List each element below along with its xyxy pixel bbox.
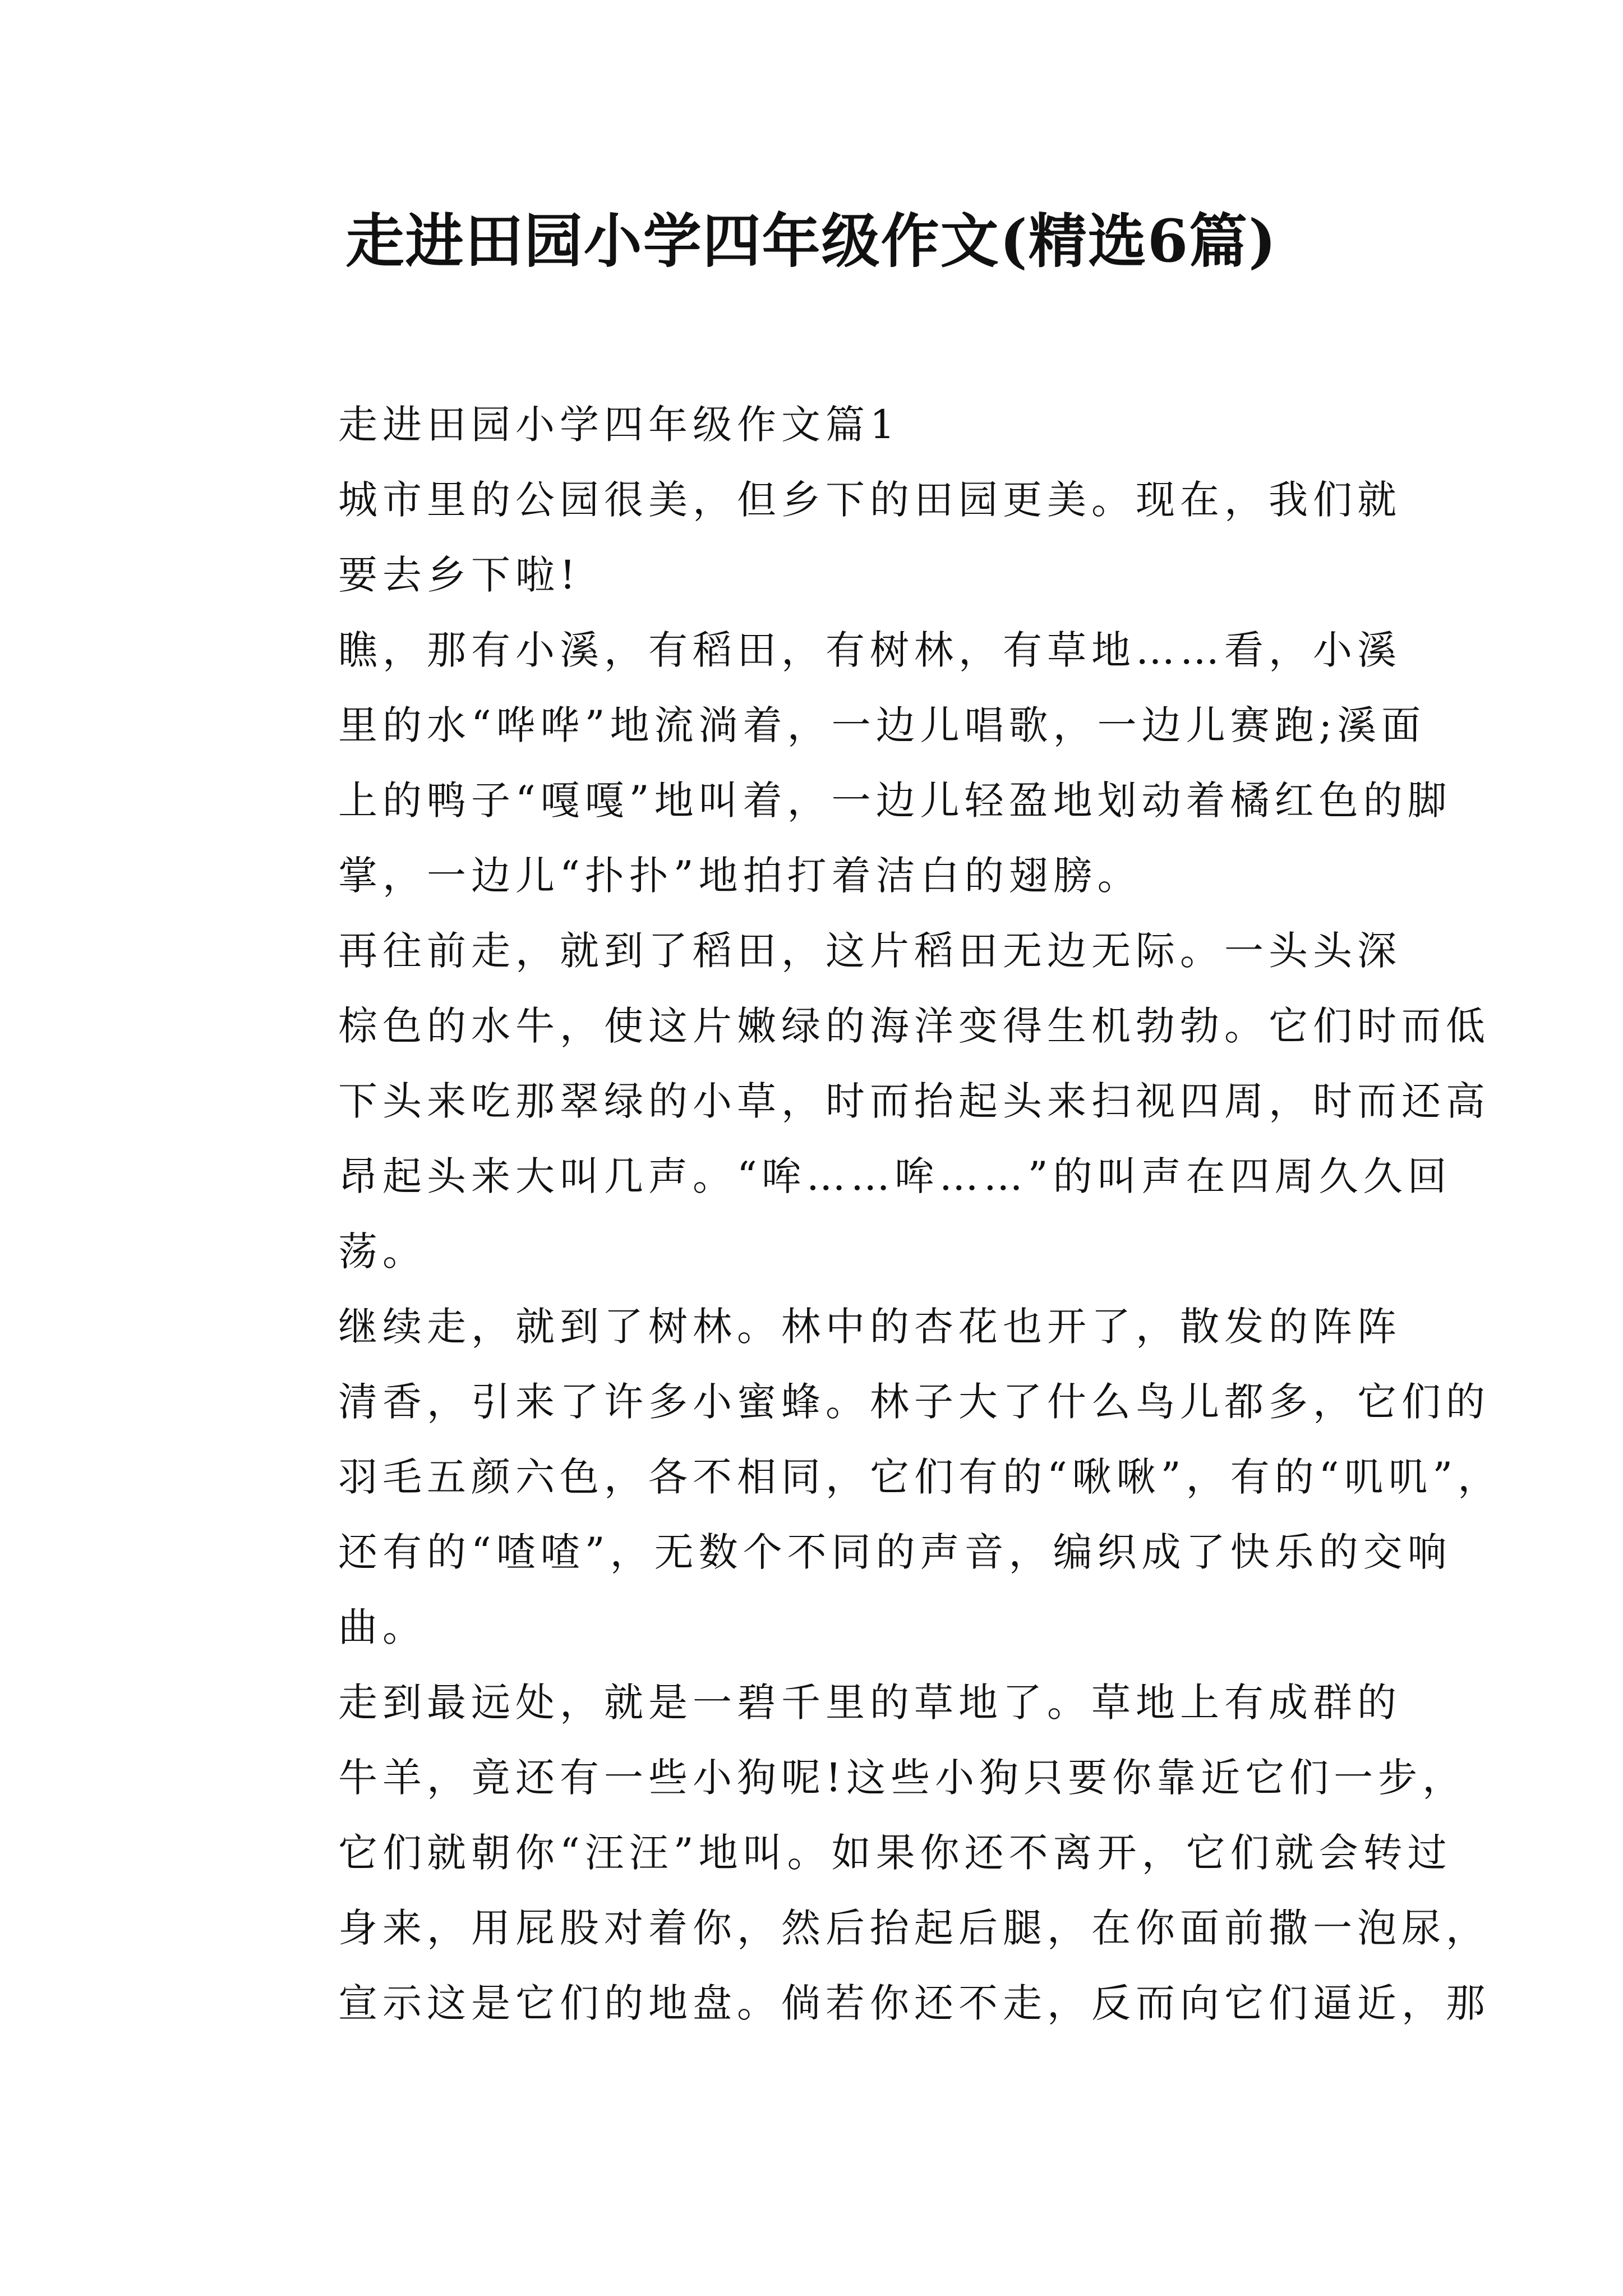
paragraph-line: 要去乡下啦! — [338, 552, 581, 598]
paragraph-line: 再往前走，就到了稻田，这片稻田无边无际。一头头深 — [338, 928, 1401, 974]
paragraph-line: 棕色的水牛，使这片嫩绿的海洋变得生机勃勃。它们时而低 — [338, 1003, 1490, 1049]
paragraph-line: 荡。 — [338, 1228, 427, 1274]
document-body — [250, 387, 1502, 2041]
paragraph-line: 宣示这是它们的地盘。倘若你还不走，反而向它们逼近，那 — [338, 1980, 1490, 2026]
paragraph-line: 继续走，就到了树林。林中的杏花也开了，散发的阵阵 — [338, 1304, 1401, 1350]
paragraph-4 — [250, 1289, 1502, 1665]
paragraph-line: 昂起头来大叫几声。“哞……哞……”的叫声在四周久久回 — [338, 1153, 1452, 1199]
paragraph-1 — [250, 462, 1401, 613]
paragraph-line: 瞧，那有小溪，有稻田，有树林，有草地……看，小溪 — [338, 627, 1401, 673]
paragraph-line: 曲。 — [338, 1604, 427, 1650]
paragraph-line: 上的鸭子“嘎嘎”地叫着，一边儿轻盈地划动着橘红色的脚 — [338, 777, 1452, 823]
section-heading — [250, 387, 1377, 462]
paragraph-line: 城市里的公园很美，但乡下的田园更美。现在，我们就 — [338, 477, 1401, 523]
paragraph-line: 牛羊，竟还有一些小狗呢!这些小狗只要你靠近它们一步， — [338, 1755, 1467, 1801]
paragraph-5 — [250, 1665, 1490, 2041]
paragraph-line: 下头来吃那翠绿的小草，时而抬起头来扫视四周，时而还高 — [338, 1078, 1490, 1124]
paragraph-line: 羽毛五颜六色，各不相同，它们有的“啾啾”，有的“叽叽”， — [338, 1454, 1502, 1500]
paragraph-line: 还有的“喳喳”，无数个不同的声音，编织成了快乐的交响 — [338, 1529, 1452, 1575]
paragraph-line: 清香，引来了许多小蜜蜂。林子大了什么鸟儿都多，它们的 — [338, 1379, 1490, 1425]
section-heading-text: 走进田园小学四年级作文篇1 — [338, 402, 900, 448]
paragraph-line: 掌，一边儿“扑扑”地拍打着洁白的翅膀。 — [338, 853, 1142, 899]
paragraph-3 — [250, 913, 1490, 1289]
paragraph-line: 里的水“哗哗”地流淌着，一边儿唱歌，一边儿赛跑;溪面 — [338, 702, 1426, 748]
paragraph-2 — [250, 613, 1452, 913]
paragraph-line: 身来，用屁股对着你，然后抬起后腿，在你面前撒一泡尿， — [338, 1905, 1490, 1951]
paragraph-line: 它们就朝你“汪汪”地叫。如果你还不离开，它们就会转过 — [338, 1830, 1452, 1876]
paragraph-line: 走到最远处，就是一碧千里的草地了。草地上有成群的 — [338, 1680, 1401, 1726]
document-title: 走进田园小学四年级作文(精选6篇) — [345, 206, 1278, 275]
